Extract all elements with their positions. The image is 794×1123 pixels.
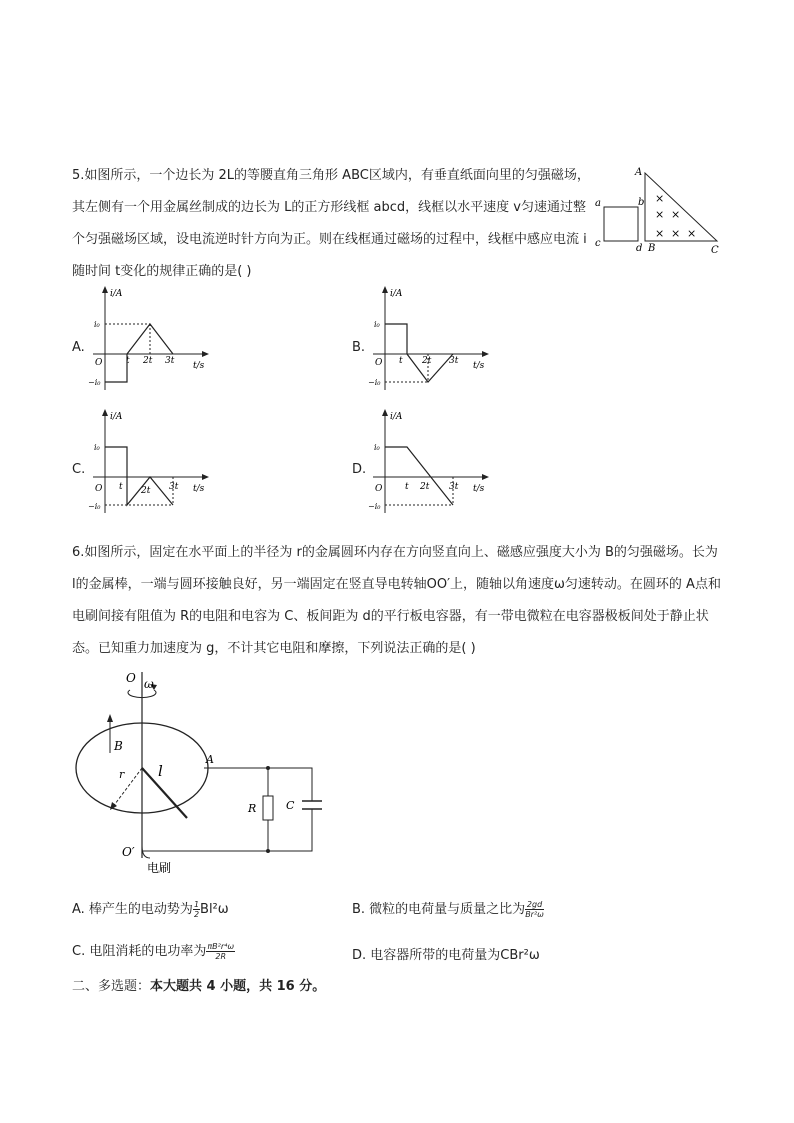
q5-option-C-graph[interactable] bbox=[85, 405, 215, 515]
svg-text:t/s: t/s bbox=[193, 361, 205, 371]
q6-text: 6.如图所示，固定在水平面上的半径为 r的金属圆环内存在方向竖直向上、磁感应强度大小为 B的匀强磁场。长为 l的金属棒，一端与圆环接触良好，另一端固定在竖直导电转轴OO′上，随轴以角速度ω匀速转动。在圆环的 A点和电刷间接有阻值为 R的电阻和电容为 C、板间距为 d的平行板电容器，有一带电微粒在电容器极板间处于静止状态。已知重力加速度为 g，不计其它电阻和摩擦，下列说法正确的是( ) bbox=[72, 545, 721, 656]
svg-text:3t: 3t bbox=[165, 356, 175, 366]
q5-label-C: C bbox=[711, 245, 719, 256]
svg-text:3t: 3t bbox=[449, 356, 459, 366]
q5-text: 5.如图所示，一个边长为 2L的等腰直角三角形 ABC区域内，有垂直纸面向里的匀强磁场，其左侧有一个用金属丝制成的边长为 L的正方形线框 abcd，线框以水平速度 v匀速通过整个匀强磁场区域，设电流逆时针方向为正。则在线框通过磁场的过程中，线框中感应电流 i随时间 t变化的规律正确的是( ) bbox=[72, 168, 590, 279]
svg-text:2t: 2t bbox=[420, 482, 430, 492]
svg-text:×: × bbox=[687, 227, 697, 240]
svg-text:−i₀: −i₀ bbox=[88, 502, 101, 511]
q5-option-A-graph[interactable] bbox=[85, 282, 215, 392]
q5-label-B: B bbox=[648, 243, 656, 254]
svg-text:−i₀: −i₀ bbox=[88, 378, 101, 387]
svg-text:2t: 2t bbox=[141, 486, 151, 496]
svg-text:3t: 3t bbox=[169, 482, 179, 492]
svg-text:O: O bbox=[375, 358, 383, 368]
q6-label-B: B bbox=[114, 739, 123, 753]
svg-text:t/s: t/s bbox=[193, 484, 205, 494]
svg-text:i/A: i/A bbox=[110, 289, 123, 299]
svg-text:i/A: i/A bbox=[390, 289, 403, 299]
section-heading: 二、多选题：本大题共 4 小题，共 16 分。 bbox=[72, 979, 326, 994]
q5-label-b: b bbox=[638, 197, 645, 208]
svg-text:i₀: i₀ bbox=[94, 443, 100, 452]
svg-text:i/A: i/A bbox=[390, 412, 403, 422]
q6-label-brush: 电刷 bbox=[147, 861, 172, 875]
q5-label-a: a bbox=[595, 198, 601, 209]
svg-text:−i₀: −i₀ bbox=[368, 502, 381, 511]
svg-text:i₀: i₀ bbox=[374, 443, 380, 452]
svg-text:O: O bbox=[375, 484, 383, 494]
q6-label-C: C bbox=[286, 799, 295, 812]
svg-text:t: t bbox=[126, 356, 130, 366]
q6-label-O: O bbox=[126, 671, 136, 685]
q6-option-B[interactable]: B. 微粒的电荷量与质量之比为 $\frac{2gd}{\text{Br²ω}}$ bbox=[352, 900, 544, 919]
q5-option-B-letter[interactable]: B. bbox=[352, 340, 366, 355]
svg-text:×: × bbox=[671, 208, 681, 221]
svg-text:t: t bbox=[405, 482, 409, 492]
svg-text:2t: 2t bbox=[422, 356, 432, 366]
q6-label-r: r bbox=[119, 768, 125, 781]
svg-text:t: t bbox=[119, 482, 123, 492]
svg-text:3t: 3t bbox=[449, 482, 459, 492]
q6-option-A[interactable]: A. 棒产生的电动势为 $\frac{1}{2}$ Bl²ω bbox=[72, 900, 229, 919]
q6-label-omega: ω bbox=[144, 677, 154, 691]
svg-text:i₀: i₀ bbox=[94, 320, 100, 329]
q5-option-A-letter[interactable]: A. bbox=[72, 340, 85, 355]
q5-figure bbox=[590, 160, 730, 260]
q6-option-C[interactable]: C. 电阻消耗的电功率为 $\frac{\text{πB²r⁴ω}}{2R}$ bbox=[72, 942, 235, 961]
q5-option-D-graph[interactable] bbox=[365, 405, 495, 515]
q6-circuit-figure bbox=[72, 668, 342, 878]
svg-text:t/s: t/s bbox=[473, 484, 485, 494]
svg-text:×: × bbox=[671, 227, 681, 240]
q5-option-B-graph[interactable] bbox=[365, 282, 495, 392]
svg-text:t: t bbox=[399, 356, 403, 366]
q6-label-l: l bbox=[158, 762, 163, 780]
q5-label-d: d bbox=[636, 243, 643, 254]
q5-option-D-letter[interactable]: D. bbox=[352, 462, 367, 477]
svg-text:t/s: t/s bbox=[473, 361, 485, 371]
svg-text:×: × bbox=[655, 192, 665, 205]
svg-text:×: × bbox=[655, 208, 665, 221]
svg-text:2t: 2t bbox=[143, 356, 153, 366]
svg-text:O: O bbox=[95, 358, 103, 368]
q6-label-Oprime: O′ bbox=[122, 845, 135, 859]
q6-option-D[interactable]: D. 电容器所带的电荷量为CBr²ω bbox=[352, 948, 540, 963]
q6-label-R: R bbox=[248, 802, 257, 815]
svg-text:×: × bbox=[655, 227, 665, 240]
q5-label-A: A bbox=[635, 167, 643, 178]
svg-text:i/A: i/A bbox=[110, 412, 123, 422]
svg-text:O: O bbox=[95, 484, 103, 494]
svg-text:−i₀: −i₀ bbox=[368, 378, 381, 387]
svg-text:i₀: i₀ bbox=[374, 320, 380, 329]
q6-label-A: A bbox=[206, 753, 214, 766]
q5-label-c: c bbox=[595, 238, 601, 249]
q5-option-C-letter[interactable]: C. bbox=[72, 462, 86, 477]
